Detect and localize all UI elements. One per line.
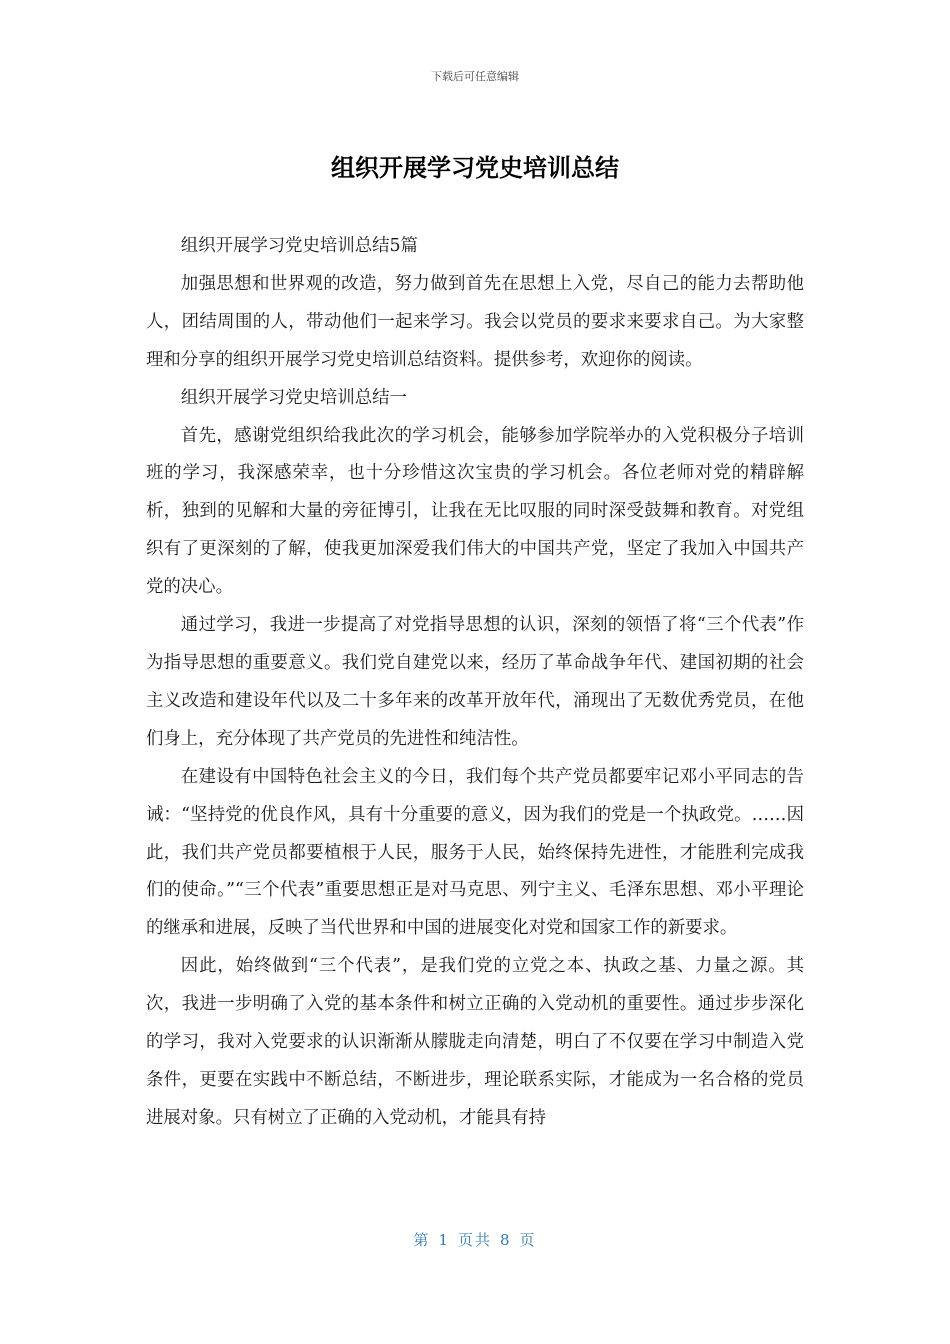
footer-middle: 页共 [457,1231,492,1249]
paragraph-subtitle: 组织开展学习党史培训总结5篇 [180,236,418,256]
paragraph-body: 在建设有中国特色社会主义的今日，我们每个共产党员都要牢记邓小平同志的告诫：“坚持党的优良作风，具有十分重要的意义，因为我们的党是一个执政党。……因此，我们共产党员都要植根于人民，服务于人民，始终保持先进性，才能胜利完成我们的使命。”“三个代表”重要思想正是对马克思、列宁主义、毛泽东思想、邓小平理论的继承和进展，反映了当代世界和中国的进展变化对党和国家工作的新要求。 [146,766,804,939]
page-footer [0,1229,950,1250]
footer-page-number: 1 [438,1231,450,1249]
paragraph-body: 因此，始终做到“三个代表”，是我们党的立党之本、执政之基、力量之源。其次，我进一步明确了入党的基本条件和树立正确的入党动机的重要性。通过步步深化的学习，我对入党要求的认识渐渐从朦胧走向清楚，明白了不仅要在学习中制造入党条件，更要在实践中不断总结，不断进步，理论联系实际，才能成为一名合格的党员进展对象。只有树立了正确的入党动机，才能具有持 [146,956,804,1128]
footer-prefix: 第 [413,1231,431,1249]
document-title: 组织开展学习党史培训总结 [331,154,619,182]
footer-suffix: 页 [519,1231,537,1249]
paragraph-body: 首先，感谢党组织给我此次的学习机会，能够参加学院举办的入党积极分子培训班的学习，我深感荣幸，也十分珍惜这次宝贵的学习机会。各位老师对党的精辟解析，独到的见解和大量的旁征博引，让我在无比叹服的同时深受鼓舞和教育。对党组织有了更深刻的了解，使我更加深爱我们伟大的中国共产党，坚定了我加入中国共产党的决心。 [146,425,804,598]
paragraph-section-heading: 组织开展学习党史培训总结一 [180,387,407,408]
paragraph-intro: 加强思想和世界观的改造，努力做到首先在思想上入党，尽自己的能力去帮助他人，团结周围的人，带动他们一起来学习。我会以党员的要求来要求自己。为大家整理和分享的组织开展学习党史培训总结资料。提供参考，欢迎你的阅读。 [146,273,804,370]
paragraph-body: 通过学习，我进一步提高了对党指导思想的认识，深刻的领悟了将“三个代表”作为指导思想的重要意义。我们党自建党以来，经历了革命战争年代、建国初期的社会主义改造和建设年代以及二十多年来的改革开放年代，涌现出了无数优秀党员，在他们身上，充分体现了共产党员的先进性和纯洁性。 [146,615,804,749]
header-note: 下载后可任意编辑 [431,70,519,83]
footer-total-pages: 8 [500,1231,512,1249]
document-body [146,228,804,1138]
